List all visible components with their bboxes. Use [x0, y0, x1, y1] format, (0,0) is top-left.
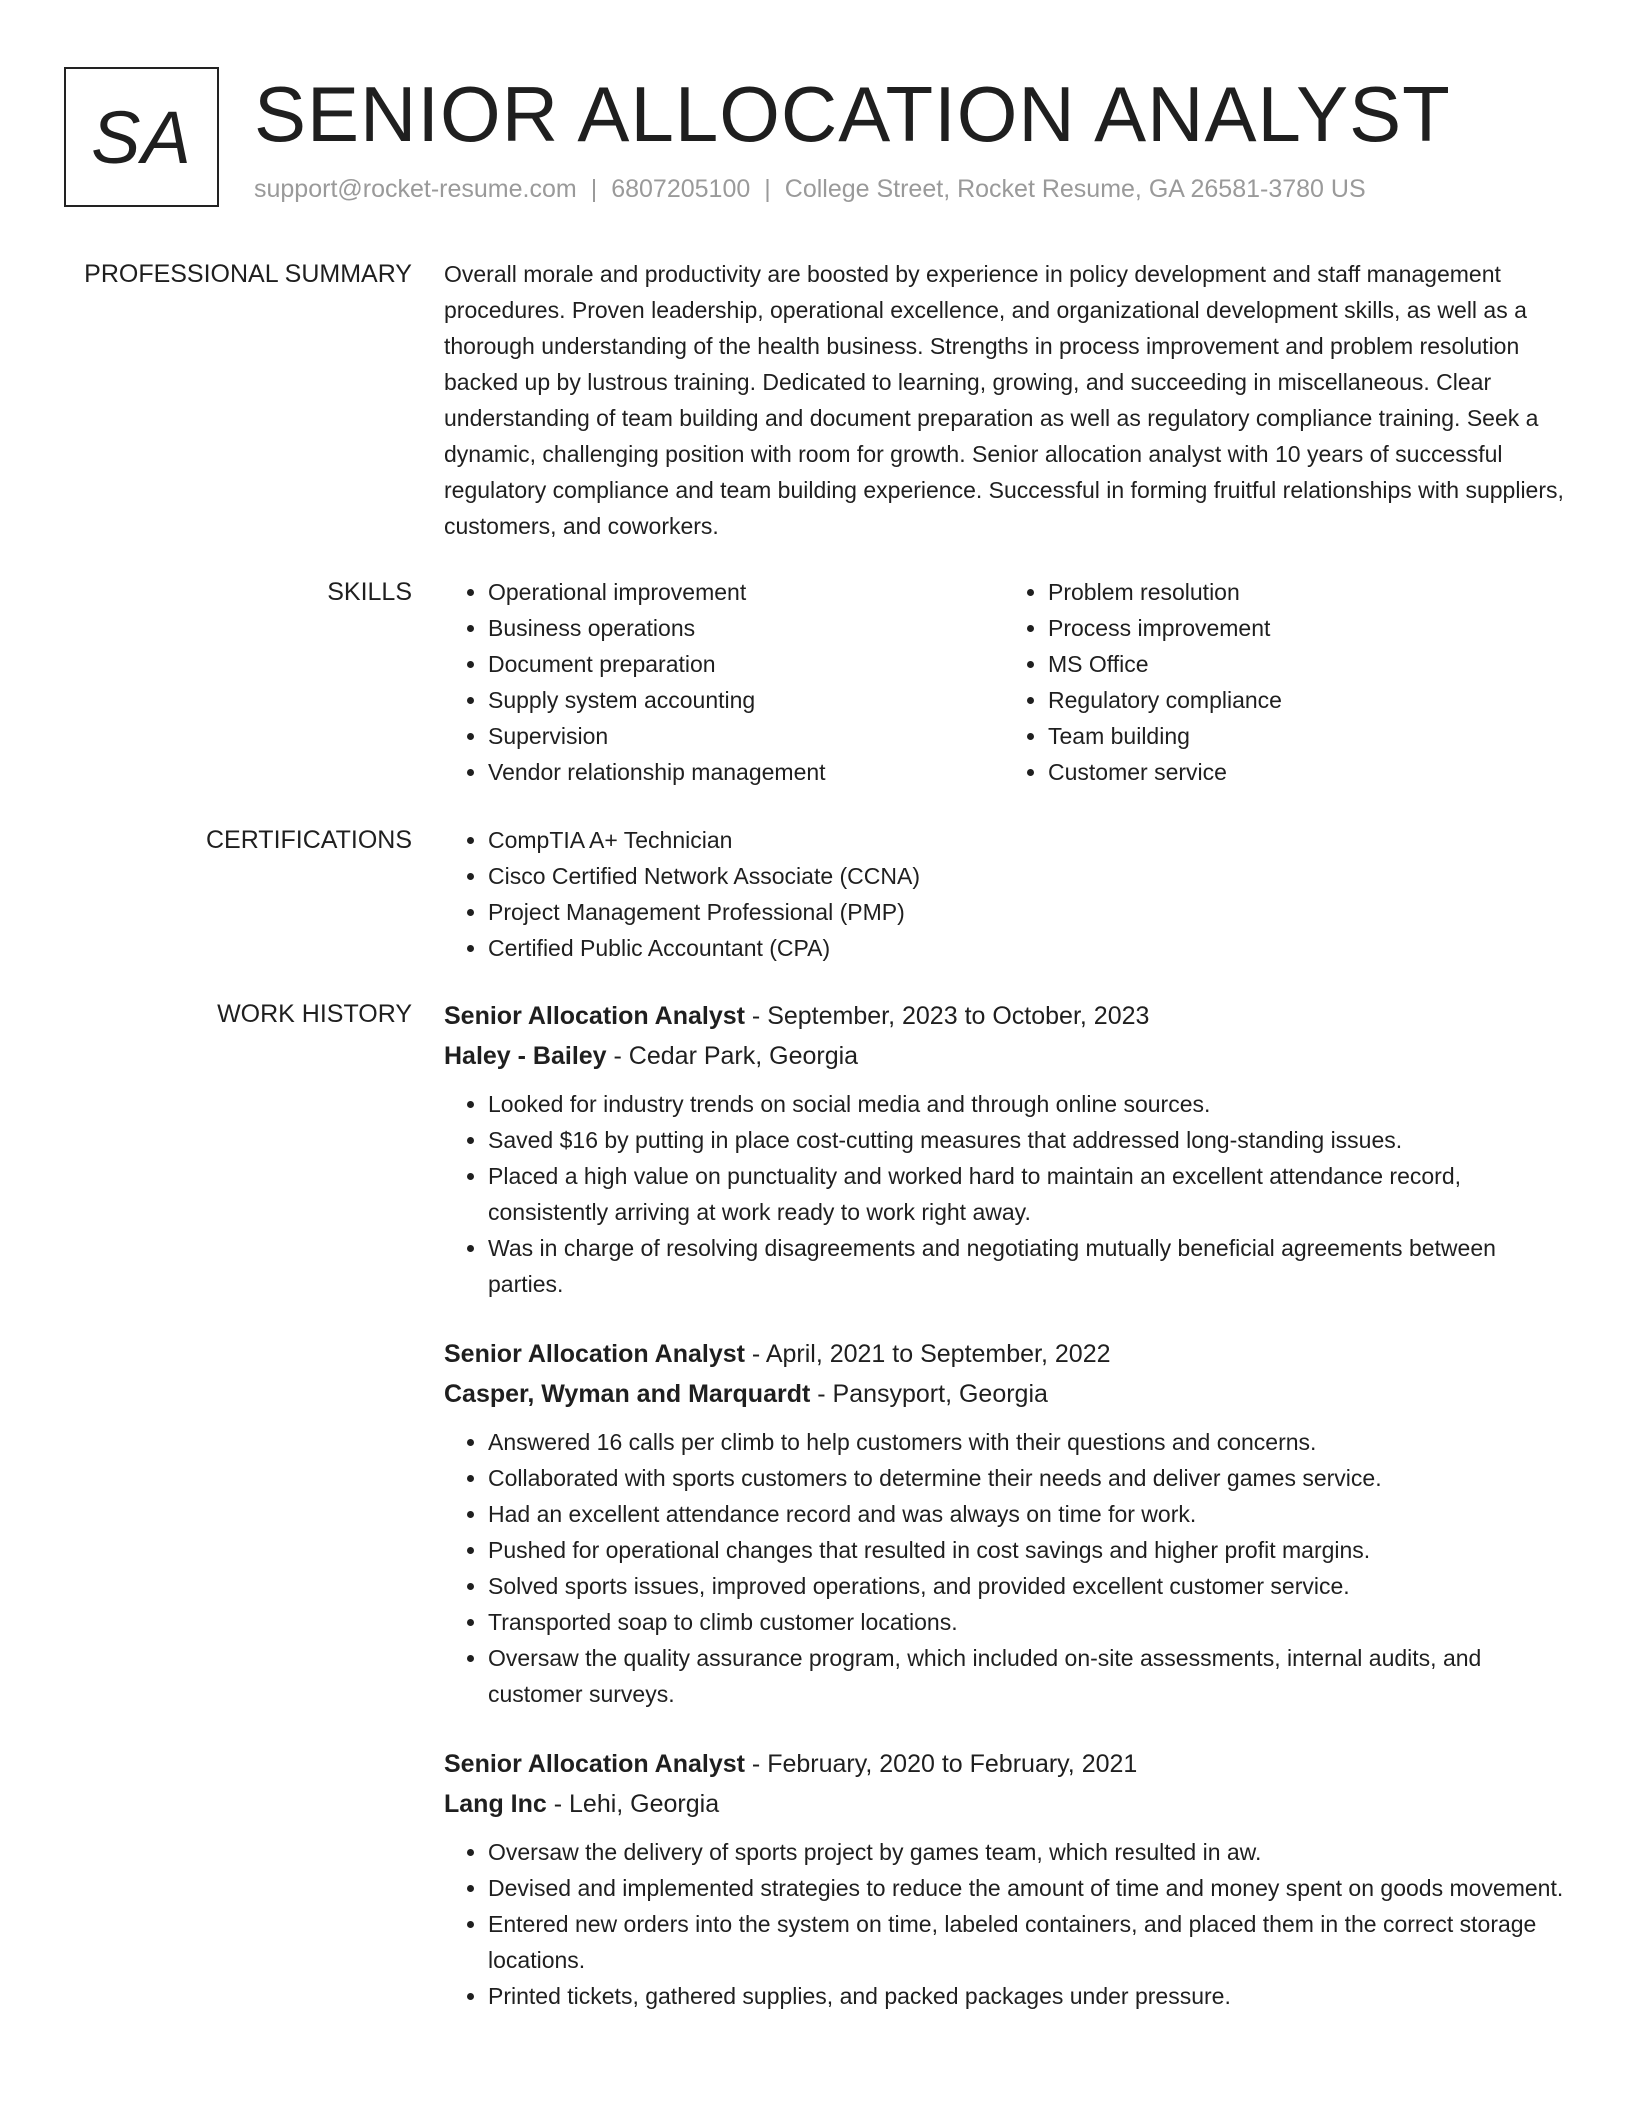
contact-email[interactable]: support@rocket-resume.com: [254, 175, 577, 203]
contact-separator: |: [764, 175, 771, 203]
job-bullet: • Solved sports issues, improved operations, and provided excellent customer service.: [488, 1568, 1564, 1604]
contact-line: [254, 175, 1366, 204]
job-company: Lang Inc: [444, 1790, 547, 1818]
certification-item: • Cisco Certified Network Associate (CCNA): [488, 858, 1564, 894]
job-bullet: • Pushed for operational changes that resulted in cost savings and higher profit margins.: [488, 1532, 1564, 1568]
job-bullet: • Had an excellent attendance record and was always on time for work.: [488, 1496, 1564, 1532]
contact-separator: |: [590, 175, 598, 203]
job-location: - Cedar Park, Georgia: [606, 1042, 859, 1070]
job-bullet: • Oversaw the quality assurance program, which included on-site assessments, internal audits, and customer surveys.: [488, 1640, 1564, 1712]
job-bullet: • Answered 16 calls per climb to help customers with their questions and concerns.: [488, 1424, 1564, 1460]
job-location: - Lehi, Georgia: [546, 1790, 720, 1818]
skill-item: • Supervision: [488, 718, 1004, 754]
skill-item: • Customer service: [1048, 754, 1564, 790]
job-title-line: [444, 1744, 1564, 1784]
section-label: SKILLS: [327, 578, 412, 606]
job-bullets: [444, 1424, 1564, 1712]
job-bullet: • Placed a high value on punctuality and worked hard to maintain an excellent attendance record, consistently arriving at work ready to work right away.: [488, 1158, 1564, 1230]
skills-list-right: [1004, 574, 1564, 790]
job-bullet: • Devised and implemented strategies to reduce the amount of time and money spent on goods movement.: [488, 1870, 1564, 1906]
skill-item: • Operational improvement: [488, 574, 1004, 610]
job-bullet: • Entered new orders into the system on time, labeled containers, and placed them in the correct storage locations.: [488, 1906, 1564, 1978]
job-bullets: [444, 1086, 1564, 1302]
job-role: Senior Allocation Analyst: [444, 1340, 745, 1368]
summary-text: Overall morale and productivity are boosted by experience in policy development and staff management procedures. Proven leadership, operational excellence, and organizational development skills, as well as a thorough understanding of the health business. Strengths in process improvement and problem resolution backed up by lustrous training. Dedicated to learning, growing, and succeeding in miscellaneous. Clear understanding of team building and document preparation as well as regulatory compliance training. Seek a dynamic, challenging position with room for growth. Senior allocation analyst with 10 years of successful regulatory compliance and team building experience. Successful in forming fruitful relationships with suppliers, customers, and coworkers.: [444, 261, 1564, 539]
section-body: [444, 822, 1564, 966]
job-entry: [444, 1744, 1564, 2014]
job-title-line: [444, 1334, 1564, 1374]
skill-item: • Supply system accounting: [488, 682, 1004, 718]
section-label: PROFESSIONAL SUMMARY: [84, 260, 412, 288]
monogram-badge: [64, 67, 219, 207]
job-dates: - September, 2023 to October, 2023: [744, 1002, 1150, 1030]
job-entry: [444, 1334, 1564, 1712]
job-company-line: [444, 1374, 1564, 1414]
section-label: CERTIFICATIONS: [205, 826, 412, 854]
skill-item: • Process improvement: [1048, 610, 1564, 646]
skill-item: • Problem resolution: [1048, 574, 1564, 610]
section-body: [444, 996, 1564, 2046]
skill-item: • Vendor relationship management: [488, 754, 1004, 790]
skill-item: • MS Office: [1048, 646, 1564, 682]
monogram-initials: SA: [91, 95, 192, 179]
skill-item: • Document preparation: [488, 646, 1004, 682]
job-location: - Pansyport, Georgia: [810, 1380, 1048, 1408]
section-body: [444, 256, 1564, 544]
job-bullet: • Was in charge of resolving disagreements and negotiating mutually beneficial agreements between parties.: [488, 1230, 1564, 1302]
skill-item: • Business operations: [488, 610, 1004, 646]
certifications-list: [444, 822, 1564, 966]
resume-title: SENIOR ALLOCATION ANALYST: [254, 70, 1451, 158]
job-bullet: • Collaborated with sports customers to determine their needs and deliver games service.: [488, 1460, 1564, 1496]
job-entry: [444, 996, 1564, 1302]
job-bullet: • Transported soap to climb customer locations.: [488, 1604, 1564, 1640]
job-company: Haley - Bailey: [444, 1042, 607, 1070]
job-dates: - April, 2021 to September, 2022: [744, 1340, 1111, 1368]
job-role: Senior Allocation Analyst: [444, 1002, 745, 1030]
job-bullet: • Printed tickets, gathered supplies, and packed packages under pressure.: [488, 1978, 1564, 2014]
skills-columns: [444, 574, 1564, 790]
resume-header: [64, 64, 1574, 224]
section-label: WORK HISTORY: [217, 1000, 412, 1028]
job-dates: - February, 2020 to February, 2021: [744, 1750, 1138, 1778]
certification-item: • Project Management Professional (PMP): [488, 894, 1564, 930]
certification-item: • Certified Public Accountant (CPA): [488, 930, 1564, 966]
job-role: Senior Allocation Analyst: [444, 1750, 745, 1778]
certification-item: • CompTIA A+ Technician: [488, 822, 1564, 858]
job-bullets: [444, 1834, 1564, 2014]
skill-item: • Team building: [1048, 718, 1564, 754]
job-bullet: • Oversaw the delivery of sports project by games team, which resulted in aw.: [488, 1834, 1564, 1870]
job-company-line: [444, 1784, 1564, 1824]
job-bullet: • Saved $16 by putting in place cost-cutting measures that addressed long-standing issues.: [488, 1122, 1564, 1158]
contact-address: College Street, Rocket Resume, GA 26581-3780 US: [784, 175, 1366, 203]
job-company-line: [444, 1036, 1564, 1076]
job-company: Casper, Wyman and Marquardt: [444, 1380, 811, 1408]
job-bullet: • Looked for industry trends on social media and through online sources.: [488, 1086, 1564, 1122]
skill-item: • Regulatory compliance: [1048, 682, 1564, 718]
skills-list-left: [444, 574, 1004, 790]
job-title-line: [444, 996, 1564, 1036]
contact-phone[interactable]: 6807205100: [611, 175, 751, 203]
